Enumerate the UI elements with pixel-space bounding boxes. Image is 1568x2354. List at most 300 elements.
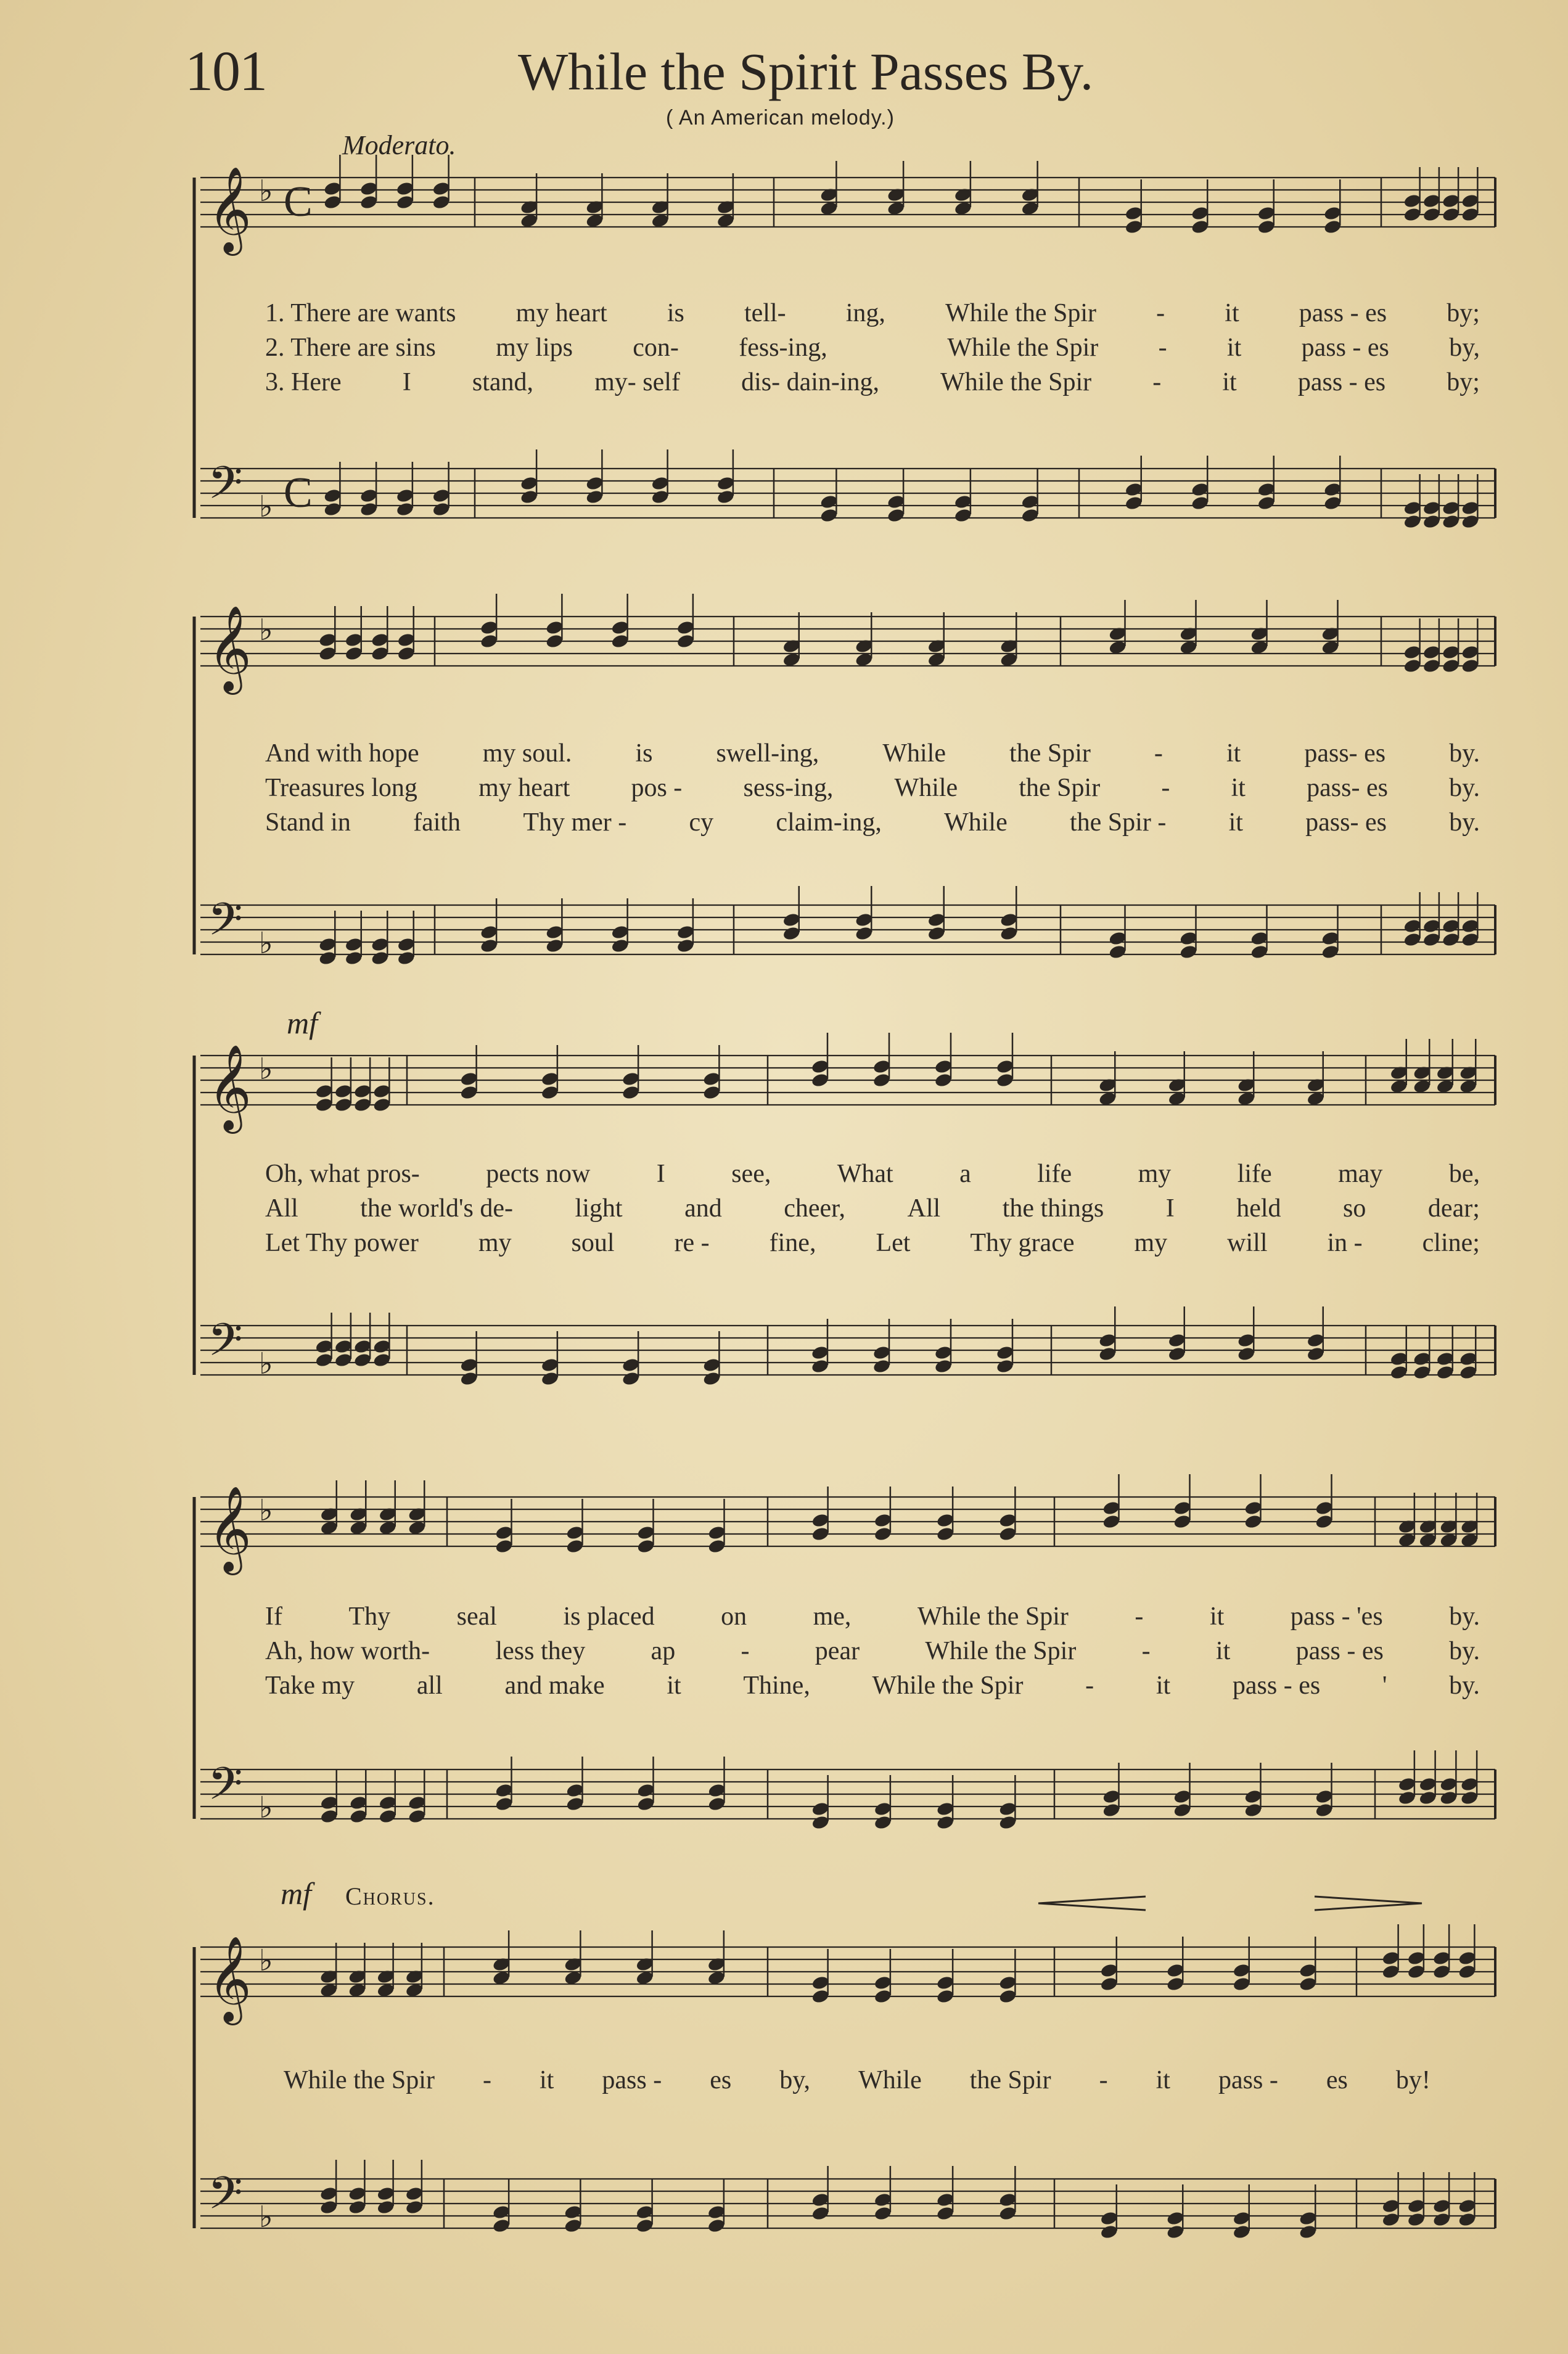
lyric-syllable: it xyxy=(1231,774,1246,802)
notehead xyxy=(782,652,801,668)
notehead xyxy=(520,489,539,505)
notehead xyxy=(927,652,946,668)
notehead xyxy=(1191,219,1210,235)
notehead xyxy=(371,937,390,953)
notehead xyxy=(610,938,630,954)
notehead xyxy=(1167,1346,1186,1362)
notehead xyxy=(999,912,1019,928)
notehead xyxy=(565,1796,585,1812)
lyric-syllable: pass - xyxy=(1218,2066,1278,2094)
lyric-syllable: While the Spir xyxy=(284,2066,435,2094)
lyric-syllable: Ah, how worth- xyxy=(265,1637,430,1665)
notehead xyxy=(954,187,973,203)
notehead xyxy=(405,1969,424,1985)
lyric-syllable: Take my xyxy=(265,1671,355,1700)
treble-clef-icon: 𝄞 xyxy=(208,1044,252,1130)
notehead xyxy=(811,1345,830,1361)
lyric-syllable: is placed xyxy=(563,1602,655,1631)
lyric-line xyxy=(265,1228,1480,1258)
notehead xyxy=(811,1801,830,1817)
notehead xyxy=(716,489,736,505)
notehead xyxy=(1403,918,1422,934)
notehead xyxy=(1315,1500,1334,1516)
notehead xyxy=(1442,207,1461,223)
treble-clef-icon: 𝄞 xyxy=(208,1936,252,2022)
notehead xyxy=(1299,1962,1318,1979)
notehead xyxy=(334,1339,353,1355)
notehead xyxy=(1432,1950,1451,1966)
lyric-syllable: my xyxy=(1134,1229,1168,1257)
notehead xyxy=(887,200,906,216)
lyric-syllable: pear xyxy=(815,1637,860,1665)
notehead xyxy=(495,1538,514,1554)
flat-key-signature-icon: ♭ xyxy=(259,1790,273,1825)
lyric-syllable: tell- xyxy=(744,299,786,327)
notehead xyxy=(1124,482,1143,498)
notehead xyxy=(359,194,379,210)
notehead xyxy=(1232,2210,1251,2226)
notehead xyxy=(1403,500,1422,516)
notehead xyxy=(1398,1519,1417,1535)
notehead xyxy=(344,646,363,662)
notehead xyxy=(1306,1346,1325,1362)
notehead xyxy=(1098,1332,1117,1348)
notehead xyxy=(378,1808,397,1824)
lyric-syllable: cline; xyxy=(1422,1229,1480,1257)
notehead xyxy=(459,1085,478,1101)
bass-clef-icon: 𝄢 xyxy=(208,2167,243,2230)
notehead xyxy=(1237,1332,1256,1348)
notehead xyxy=(676,633,696,649)
lyric-syllable: cheer, xyxy=(784,1194,845,1223)
lyric-syllable: by. xyxy=(1449,1602,1480,1631)
notehead xyxy=(707,1970,726,1986)
treble-clef-icon: 𝄞 xyxy=(208,1486,252,1572)
notehead xyxy=(811,1072,830,1088)
lyric-syllable: by; xyxy=(1447,299,1480,327)
notehead xyxy=(1102,1500,1121,1516)
lyric-syllable: 3. Here xyxy=(265,368,342,396)
notehead xyxy=(1439,1790,1458,1806)
notehead xyxy=(1432,1964,1451,1980)
notehead xyxy=(334,1083,353,1099)
notehead xyxy=(819,507,839,523)
notehead xyxy=(1461,918,1480,934)
lyric-syllable: pass- es xyxy=(1305,808,1387,837)
notehead xyxy=(1124,205,1143,221)
notehead xyxy=(1461,207,1480,223)
notehead xyxy=(1321,930,1340,946)
lyric-syllable: While the Spir xyxy=(917,1602,1069,1631)
lyric-syllable: sess-ing, xyxy=(743,774,834,802)
notehead xyxy=(1315,1789,1334,1805)
melody-attribution: ( An American melody.) xyxy=(666,106,895,129)
notehead xyxy=(954,507,973,523)
notehead xyxy=(996,1059,1015,1075)
notehead xyxy=(541,1071,560,1087)
notehead xyxy=(1418,1532,1437,1548)
lyric-line xyxy=(265,808,1480,837)
lyric-line xyxy=(265,298,1480,328)
lyric-syllable: es xyxy=(1326,2066,1348,2094)
page-number: 101 xyxy=(185,39,266,102)
notehead xyxy=(376,2199,395,2215)
notehead xyxy=(432,194,451,210)
notehead xyxy=(651,489,670,505)
notehead xyxy=(874,1801,893,1817)
lyric-syllable: pass - es xyxy=(1295,1637,1384,1665)
lyric-syllable: - xyxy=(1099,2066,1108,2094)
notehead xyxy=(707,1796,726,1812)
notehead xyxy=(1398,1532,1417,1548)
notehead xyxy=(1102,1789,1121,1805)
treble-clef-icon: 𝄞 xyxy=(208,605,252,691)
treble-clef-icon: 𝄞 xyxy=(208,166,252,252)
notehead xyxy=(1167,1077,1186,1093)
notehead xyxy=(495,1796,514,1812)
notehead xyxy=(565,1782,585,1798)
notehead xyxy=(702,1085,721,1101)
notehead xyxy=(1321,626,1340,642)
common-time-icon: C xyxy=(284,469,313,517)
notehead xyxy=(492,1970,511,1986)
notehead xyxy=(1166,2224,1185,2240)
lyric-syllable: the world's de- xyxy=(360,1194,514,1223)
notehead xyxy=(874,1988,893,2004)
notehead xyxy=(1442,644,1461,660)
lyric-syllable: Oh, what pros- xyxy=(265,1160,420,1188)
lyric-syllable: While xyxy=(858,2066,922,2094)
notehead xyxy=(396,501,415,517)
notehead xyxy=(1461,658,1480,674)
notehead xyxy=(998,1815,1017,1831)
notehead xyxy=(1413,1065,1432,1081)
notehead xyxy=(874,2192,893,2208)
notehead xyxy=(636,1538,655,1554)
notehead xyxy=(782,638,801,654)
lyric-syllable: pass- es xyxy=(1307,774,1388,802)
lyric-syllable: While xyxy=(894,774,958,802)
notehead xyxy=(934,1358,953,1374)
notehead xyxy=(344,937,363,953)
notehead xyxy=(1166,1962,1185,1979)
lyric-syllable: by. xyxy=(1449,739,1480,768)
notehead xyxy=(622,1085,641,1101)
notehead xyxy=(545,924,564,940)
notehead xyxy=(495,1782,514,1798)
lyric-syllable: a xyxy=(959,1160,971,1188)
notehead xyxy=(405,2199,424,2215)
lyric-syllable: my lips xyxy=(496,334,573,362)
notehead xyxy=(396,181,415,197)
notehead xyxy=(622,1071,641,1087)
notehead xyxy=(1179,944,1198,960)
lyric-syllable: less they xyxy=(495,1637,586,1665)
bass-clef-icon: 𝄢 xyxy=(208,1313,243,1377)
lyric-syllable: me, xyxy=(813,1602,852,1631)
notehead xyxy=(1381,2198,1400,2214)
flat-key-signature-icon: ♭ xyxy=(259,1052,273,1086)
notehead xyxy=(996,1345,1015,1361)
lyric-syllable: by. xyxy=(1449,1671,1480,1700)
notehead xyxy=(1232,2224,1251,2240)
notehead xyxy=(1099,1962,1119,1979)
lyric-syllable: my- self xyxy=(594,368,680,396)
notehead xyxy=(1442,193,1461,209)
notehead xyxy=(318,646,337,662)
notehead xyxy=(811,1358,830,1374)
notehead xyxy=(1439,1532,1458,1548)
notehead xyxy=(1459,1078,1478,1094)
notehead xyxy=(927,925,946,941)
notehead xyxy=(359,501,379,517)
notehead xyxy=(318,632,337,648)
lyric-syllable: it xyxy=(540,2066,554,2094)
lyric-syllable: re - xyxy=(674,1229,710,1257)
notehead xyxy=(348,1969,367,1985)
notehead xyxy=(1306,1091,1325,1107)
lyric-line xyxy=(265,773,1480,803)
notehead xyxy=(334,1097,353,1113)
notehead xyxy=(585,475,604,491)
notehead xyxy=(707,2218,726,2234)
notehead xyxy=(1020,187,1040,203)
notehead xyxy=(408,1795,427,1811)
lyric-syllable: While xyxy=(882,739,946,768)
notehead xyxy=(1191,495,1210,511)
notehead xyxy=(1191,205,1210,221)
lyric-syllable: - xyxy=(1156,299,1165,327)
lyric-line xyxy=(265,367,1480,397)
lyric-syllable: pass - es xyxy=(1299,299,1387,327)
lyric-syllable: Thine, xyxy=(743,1671,810,1700)
notehead xyxy=(1098,1077,1117,1093)
notehead xyxy=(998,1801,1017,1817)
notehead xyxy=(1306,1332,1325,1348)
lyric-syllable: by; xyxy=(1447,368,1480,396)
lyric-syllable: my soul. xyxy=(482,739,572,768)
lyric-syllable: and xyxy=(684,1194,722,1223)
lyric-syllable: is xyxy=(635,739,653,768)
notehead xyxy=(811,2192,830,2208)
notehead xyxy=(782,912,801,928)
lyric-syllable: While the Spir xyxy=(947,334,1099,362)
notehead xyxy=(396,488,415,504)
notehead xyxy=(702,1357,721,1373)
notehead xyxy=(874,1526,893,1542)
notehead xyxy=(541,1357,560,1373)
notehead xyxy=(1422,644,1442,660)
notehead xyxy=(1398,1776,1417,1792)
notehead xyxy=(1403,207,1422,223)
notehead xyxy=(1102,1802,1121,1818)
notehead xyxy=(1299,1976,1318,1992)
notehead xyxy=(1257,495,1276,511)
lyric-line xyxy=(265,1159,1480,1189)
notehead xyxy=(353,1083,372,1099)
notehead xyxy=(1108,626,1127,642)
notehead xyxy=(676,620,696,636)
notehead xyxy=(372,1339,392,1355)
notehead xyxy=(635,2218,654,2234)
lyric-syllable: see, xyxy=(731,1160,771,1188)
notehead xyxy=(432,501,451,517)
notehead xyxy=(1439,1776,1458,1792)
lyric-syllable: it xyxy=(1222,368,1237,396)
notehead xyxy=(344,632,363,648)
notehead xyxy=(1315,1802,1334,1818)
notehead xyxy=(1407,2198,1426,2214)
lyric-syllable: held xyxy=(1236,1194,1281,1223)
notehead xyxy=(936,1975,955,1991)
lyric-syllable: If xyxy=(265,1602,282,1631)
notehead xyxy=(872,1358,892,1374)
notehead xyxy=(459,1357,478,1373)
notehead xyxy=(855,925,874,941)
lyric-syllable: by! xyxy=(1395,2066,1430,2094)
notehead xyxy=(811,2205,830,2221)
notehead xyxy=(635,1970,654,1986)
lyric-syllable: - xyxy=(1085,1671,1094,1700)
notehead xyxy=(564,1956,583,1972)
notehead xyxy=(492,2218,511,2234)
notehead xyxy=(1299,2224,1318,2240)
notehead xyxy=(855,652,874,668)
notehead xyxy=(1099,1976,1119,1992)
notehead xyxy=(1461,644,1480,660)
flat-key-signature-icon: ♭ xyxy=(259,2200,273,2234)
lyric-syllable: Stand in xyxy=(265,808,351,837)
notehead xyxy=(811,1526,830,1542)
notehead xyxy=(998,1512,1017,1528)
lyric-syllable: pass - es xyxy=(1232,1671,1321,1700)
notehead xyxy=(999,638,1019,654)
lyric-syllable: soul xyxy=(571,1229,615,1257)
notehead xyxy=(1432,2198,1451,2214)
notehead xyxy=(1432,2212,1451,2228)
crescendo-hairpin xyxy=(1036,1894,1147,1913)
lyric-syllable: Let xyxy=(876,1229,911,1257)
notehead xyxy=(1442,932,1461,948)
notehead xyxy=(1099,2224,1119,2240)
notehead xyxy=(707,1538,726,1554)
flat-key-signature-icon: ♭ xyxy=(259,613,273,647)
notehead xyxy=(314,1097,334,1113)
lyric-syllable: life xyxy=(1237,1160,1272,1188)
notehead xyxy=(1098,1346,1117,1362)
lyric-syllable: my xyxy=(1138,1160,1172,1188)
notehead xyxy=(1257,219,1276,235)
lyric-syllable: it xyxy=(1215,1637,1231,1665)
notehead xyxy=(636,1782,655,1798)
notehead xyxy=(936,2205,955,2221)
notehead xyxy=(716,475,736,491)
notehead xyxy=(936,1526,955,1542)
flat-key-signature-icon: ♭ xyxy=(259,1493,273,1528)
notehead xyxy=(999,925,1019,941)
notehead xyxy=(1099,2210,1119,2226)
notehead xyxy=(1461,932,1480,948)
notehead xyxy=(1237,1346,1256,1362)
lyric-syllable: the Spir - xyxy=(1070,808,1167,837)
lyric-syllable: cy xyxy=(689,808,714,837)
lyric-syllable: What xyxy=(837,1160,893,1188)
notehead xyxy=(545,938,564,954)
notehead xyxy=(376,1982,395,1998)
notehead xyxy=(1418,1519,1437,1535)
notehead xyxy=(1244,1500,1263,1516)
notehead xyxy=(954,494,973,510)
lyric-syllable: con- xyxy=(633,334,679,362)
notehead xyxy=(1461,193,1480,209)
lyric-line xyxy=(284,2065,1430,2095)
notehead xyxy=(372,1352,392,1368)
notehead xyxy=(372,1097,392,1113)
notehead xyxy=(1098,1091,1117,1107)
notehead xyxy=(353,1339,372,1355)
notehead xyxy=(874,1815,893,1831)
notehead xyxy=(1108,930,1127,946)
lyric-syllable: light xyxy=(575,1194,623,1223)
notehead xyxy=(314,1352,334,1368)
lyric-syllable: pass - es xyxy=(1301,334,1389,362)
lyric-syllable: And with hope xyxy=(265,739,419,768)
lyric-syllable: - xyxy=(1154,739,1163,768)
notehead xyxy=(1179,626,1198,642)
notehead xyxy=(610,633,630,649)
notehead xyxy=(1460,1776,1479,1792)
notehead xyxy=(936,1988,955,2004)
notehead xyxy=(1389,1364,1408,1380)
notehead xyxy=(1435,1364,1455,1380)
notehead xyxy=(998,1526,1017,1542)
notehead xyxy=(887,494,906,510)
notehead xyxy=(996,1358,1015,1374)
lyric-syllable: All xyxy=(265,1194,298,1223)
lyric-syllable: While the Spir xyxy=(872,1671,1024,1700)
notehead xyxy=(1381,2212,1400,2228)
lyric-syllable: While the Spir xyxy=(940,368,1092,396)
lyric-syllable: swell-ing, xyxy=(716,739,819,768)
notehead xyxy=(495,1525,514,1541)
notehead xyxy=(1020,494,1040,510)
lyric-syllable: - xyxy=(1152,368,1162,396)
notehead xyxy=(565,1525,585,1541)
notehead xyxy=(432,181,451,197)
notehead xyxy=(545,633,564,649)
notehead xyxy=(371,646,390,662)
lyric-syllable: will xyxy=(1227,1229,1268,1257)
lyric-syllable: claim-ing, xyxy=(776,808,882,837)
notehead xyxy=(1422,193,1442,209)
notehead xyxy=(371,950,390,966)
notehead xyxy=(934,1059,953,1075)
notehead xyxy=(702,1371,721,1387)
notehead xyxy=(349,1795,368,1811)
notehead xyxy=(782,925,801,941)
notehead xyxy=(396,632,416,648)
notehead xyxy=(396,950,416,966)
notehead xyxy=(323,181,342,197)
lyric-syllable: it xyxy=(1226,739,1241,768)
notehead xyxy=(319,1982,339,1998)
notehead xyxy=(1422,207,1442,223)
notehead xyxy=(927,638,946,654)
notehead xyxy=(396,937,416,953)
flat-key-signature-icon: ♭ xyxy=(259,1943,273,1978)
notehead xyxy=(1244,1514,1263,1530)
lyric-line xyxy=(265,1194,1480,1223)
